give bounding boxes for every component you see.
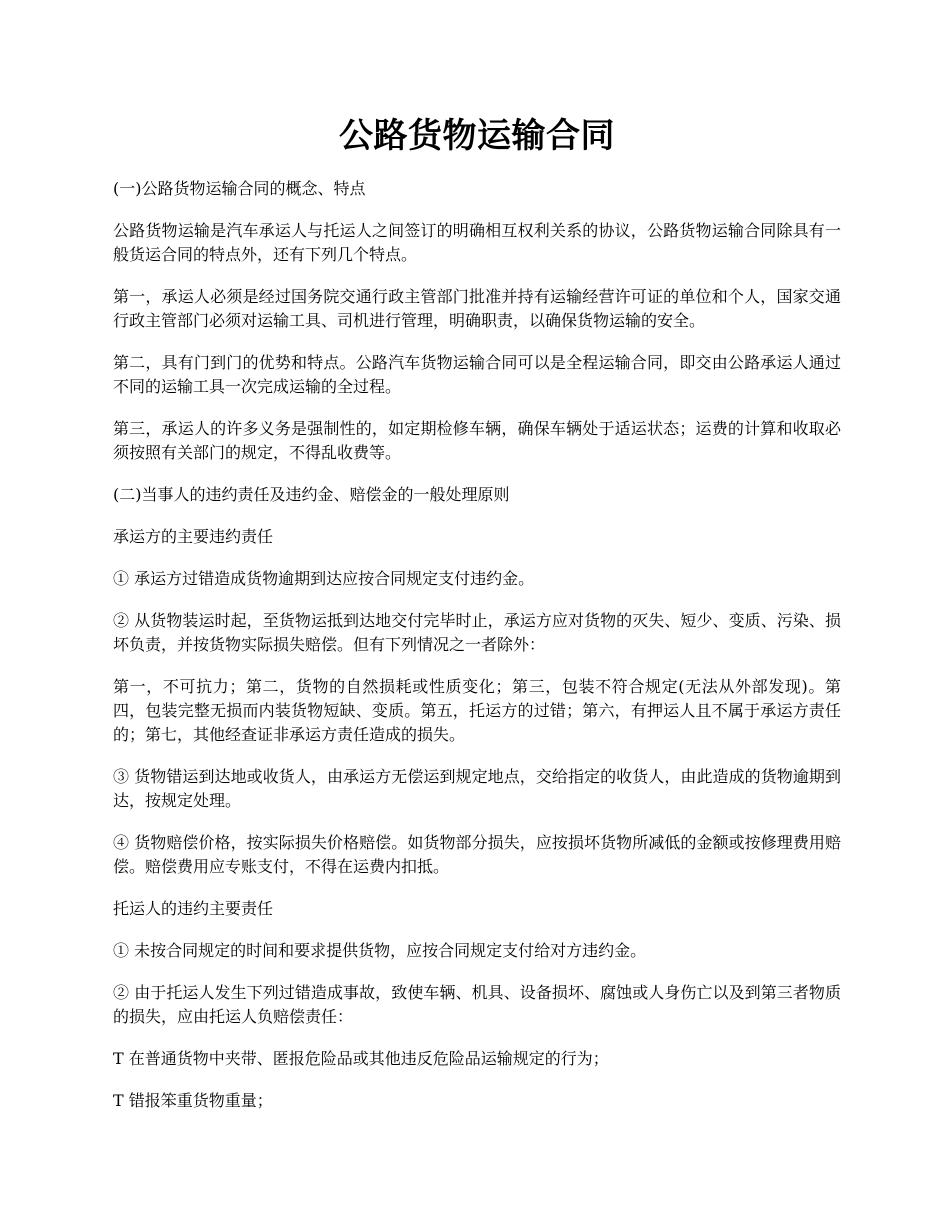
paragraph-feature-1: 第一，承运人必须是经过国务院交通行政主管部门批准并持有运输经营许可证的单位和个人，国家交通行政主管部门必须对运输工具、司机进行管理，明确职责，以确保货物运输的安全。 (113, 287, 841, 330)
paragraph-feature-3: 第三，承运人的许多义务是强制性的，如定期检修车辆，确保车辆处于适运状态；运费的计算和收取必须按照有关部门的规定，不得乱收费等。 (113, 419, 841, 462)
list-item-carrier-4: ④ 货物赔偿价格，按实际损失价格赔偿。如货物部分损失，应按损坏货物所减低的金额或按修理费用赔偿。赔偿费用应专账支付，不得在运费内扣抵。 (113, 833, 841, 876)
list-item-carrier-1: ① 承运方过错造成货物逾期到达应按合同规定支付违约金。 (113, 569, 535, 588)
paragraph-definition: 公路货物运输是汽车承运人与托运人之间签订的明确相互权利关系的协议，公路货物运输合同除具有一般货运合同的特点外，还有下列几个特点。 (113, 221, 841, 264)
list-item-shipper-2: ② 由于托运人发生下列过错造成事故，致使车辆、机具、设备损坏、腐蚀或人身伤亡以及到第三者物质的损失，应由托运人负赔偿责任： (113, 983, 841, 1026)
section-heading-liability: (二)当事人的违约责任及违约金、赔偿金的一般处理原则 (113, 485, 510, 504)
list-item-carrier-3: ③ 货物错运到达地或收货人，由承运方无偿运到规定地点，交给指定的收货人，由此造成的货物逾期到达，按规定处理。 (113, 767, 841, 810)
subheading-carrier-liability: 承运方的主要违约责任 (113, 527, 274, 546)
list-item-shipper-sub-2: T 错报笨重货物重量； (113, 1091, 273, 1110)
subheading-shipper-liability: 托运人的违约主要责任 (113, 899, 274, 918)
list-item-shipper-sub-1: T 在普通货物中夹带、匿报危险品或其他违反危险品运输规定的行为； (113, 1049, 609, 1068)
document-title: 公路货物运输合同 (339, 116, 615, 156)
paragraph-feature-2: 第二，具有门到门的优势和特点。公路汽车货物运输合同可以是全程运输合同，即交由公路承运人通过不同的运输工具一次完成运输的全过程。 (113, 353, 841, 396)
list-item-shipper-1: ① 未按合同规定的时间和要求提供货物，应按合同规定支付给对方违约金。 (113, 941, 647, 960)
list-item-carrier-2: ② 从货物装运时起，至货物运抵到达地交付完毕时止，承运方应对货物的灭失、短少、变质、污染、损坏负责，并按货物实际损失赔偿。但有下列情况之一者除外： (113, 611, 841, 654)
paragraph-exceptions: 第一，不可抗力；第二，货物的自然损耗或性质变化；第三，包装不符合规定(无法从外部发现)。第四，包装完整无损而内装货物短缺、变质。第五，托运方的过错；第六，有押运人且不属于承运方责任的；第七，其他经查证非承运方责任造成的损失。 (113, 677, 841, 744)
section-heading-concept: (一)公路货物运输合同的概念、特点 (113, 179, 366, 198)
document-body (113, 112, 841, 1131)
